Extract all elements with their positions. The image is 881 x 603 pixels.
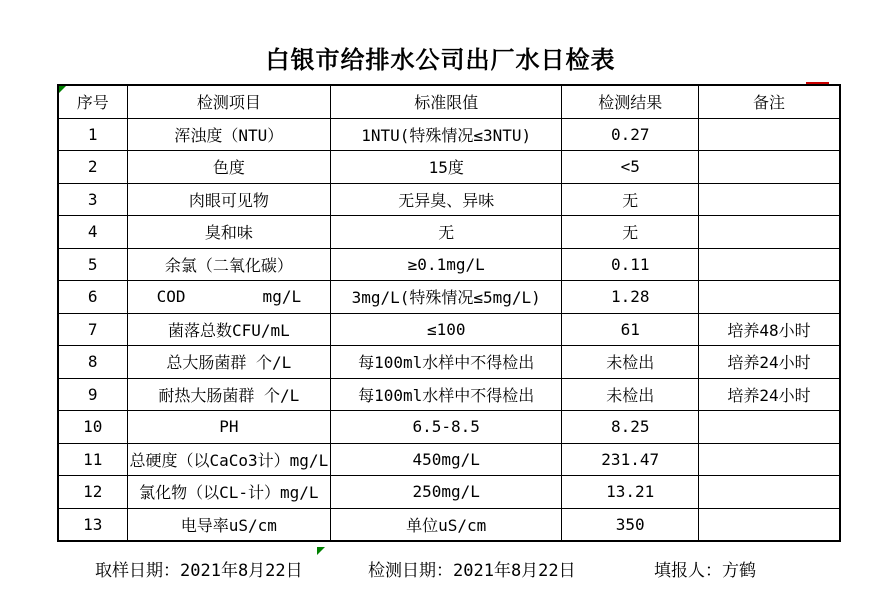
table-row (58, 313, 840, 346)
cell-index[interactable]: 7 (58, 313, 127, 346)
col-header-index[interactable]: 序号 (58, 85, 127, 118)
cell-item[interactable]: 电导率uS/cm (127, 508, 331, 541)
cell-remark[interactable] (699, 151, 840, 184)
cell-result[interactable]: 无 (562, 183, 699, 216)
cell-item[interactable]: 总硬度（以CaCo3计）mg/L (127, 443, 331, 476)
cell-index[interactable]: 12 (58, 476, 127, 509)
col-header-limit[interactable]: 标准限值 (331, 85, 562, 118)
cell-item[interactable]: 菌落总数CFU/mL (127, 313, 331, 346)
table-row (58, 216, 840, 249)
cell-result[interactable]: <5 (562, 151, 699, 184)
cell-result[interactable]: 231.47 (562, 443, 699, 476)
cell-remark[interactable] (699, 508, 840, 541)
cell-remark[interactable] (699, 118, 840, 151)
cell-result[interactable]: 61 (562, 313, 699, 346)
cell-remark[interactable]: 培养48小时 (699, 313, 840, 346)
daily-inspection-table (57, 84, 841, 542)
cell-remark[interactable]: 培养24小时 (699, 378, 840, 411)
cell-item[interactable]: 耐热大肠菌群 个/L (127, 378, 331, 411)
table-row (58, 443, 840, 476)
cell-limit[interactable]: 250mg/L (331, 476, 562, 509)
table-row (58, 476, 840, 509)
cell-remark[interactable] (699, 443, 840, 476)
cell-item[interactable]: 氯化物（以CL-计）mg/L (127, 476, 331, 509)
cell-item[interactable]: 臭和味 (127, 216, 331, 249)
cell-limit[interactable]: 15度 (331, 151, 562, 184)
cell-index[interactable]: 5 (58, 248, 127, 281)
sampling-date (95, 556, 303, 581)
table-row (58, 118, 840, 151)
cell-limit[interactable]: 3mg/L(特殊情况≤5mg/L) (331, 281, 562, 314)
table-row (58, 411, 840, 444)
cell-index[interactable]: 4 (58, 216, 127, 249)
cell-index[interactable]: 3 (58, 183, 127, 216)
col-header-result[interactable]: 检测结果 (562, 85, 699, 118)
cell-limit[interactable]: 无异臭、异味 (331, 183, 562, 216)
cell-error-indicator-icon (317, 547, 325, 555)
cell-item[interactable]: COD mg/L (127, 281, 331, 314)
cell-index[interactable]: 8 (58, 346, 127, 379)
testing-date (368, 556, 576, 581)
cell-result[interactable]: 未检出 (562, 346, 699, 379)
cell-item[interactable]: 色度 (127, 151, 331, 184)
cell-index[interactable]: 6 (58, 281, 127, 314)
table-row (58, 508, 840, 541)
cell-limit[interactable]: 无 (331, 216, 562, 249)
col-header-remark[interactable]: 备注 (699, 85, 840, 118)
reporter-label: 填报人： (654, 561, 722, 581)
cell-index[interactable]: 1 (58, 118, 127, 151)
cell-result[interactable]: 未检出 (562, 378, 699, 411)
table-row (58, 346, 840, 379)
cell-limit[interactable]: 每100ml水样中不得检出 (331, 378, 562, 411)
table-row (58, 151, 840, 184)
cell-result[interactable]: 8.25 (562, 411, 699, 444)
cell-limit[interactable]: ≥0.1mg/L (331, 248, 562, 281)
cell-index[interactable]: 2 (58, 151, 127, 184)
cell-limit[interactable]: 450mg/L (331, 443, 562, 476)
cell-index[interactable]: 11 (58, 443, 127, 476)
cell-limit[interactable]: 1NTU(特殊情况≤3NTU) (331, 118, 562, 151)
cell-remark[interactable] (699, 476, 840, 509)
cell-result[interactable]: 1.28 (562, 281, 699, 314)
cell-limit[interactable]: 每100ml水样中不得检出 (331, 346, 562, 379)
table-header-row (58, 85, 840, 118)
cell-remark[interactable] (699, 411, 840, 444)
reporter (654, 556, 756, 581)
cell-result[interactable]: 350 (562, 508, 699, 541)
cell-item[interactable]: 总大肠菌群 个/L (127, 346, 331, 379)
cell-item[interactable]: 肉眼可见物 (127, 183, 331, 216)
table-row (58, 378, 840, 411)
cell-remark[interactable] (699, 248, 840, 281)
cell-result[interactable]: 无 (562, 216, 699, 249)
table-row (58, 248, 840, 281)
reporter-value: 方鹤 (722, 561, 756, 581)
cell-item[interactable]: 余氯（二氧化碳） (127, 248, 331, 281)
cell-result[interactable]: 13.21 (562, 476, 699, 509)
cell-remark[interactable] (699, 183, 840, 216)
sampling-date-label: 取样日期： (95, 561, 180, 581)
cell-limit[interactable]: ≤100 (331, 313, 562, 346)
cell-item[interactable]: PH (127, 411, 331, 444)
cell-remark[interactable]: 培养24小时 (699, 346, 840, 379)
cell-remark[interactable] (699, 281, 840, 314)
cell-remark[interactable] (699, 216, 840, 249)
cell-index[interactable]: 13 (58, 508, 127, 541)
col-header-item[interactable]: 检测项目 (127, 85, 331, 118)
table-row (58, 281, 840, 314)
sampling-date-value: 2021年8月22日 (180, 561, 303, 581)
cell-limit[interactable]: 单位uS/cm (331, 508, 562, 541)
cell-limit[interactable]: 6.5-8.5 (331, 411, 562, 444)
page-title: 白银市给排水公司出厂水日检表 (265, 46, 616, 74)
cell-result[interactable]: 0.11 (562, 248, 699, 281)
cell-index[interactable]: 10 (58, 411, 127, 444)
testing-date-value: 2021年8月22日 (453, 561, 576, 581)
table-row (58, 183, 840, 216)
cell-result[interactable]: 0.27 (562, 118, 699, 151)
cell-item[interactable]: 浑浊度（NTU） (127, 118, 331, 151)
testing-date-label: 检测日期： (368, 561, 453, 581)
cell-index[interactable]: 9 (58, 378, 127, 411)
